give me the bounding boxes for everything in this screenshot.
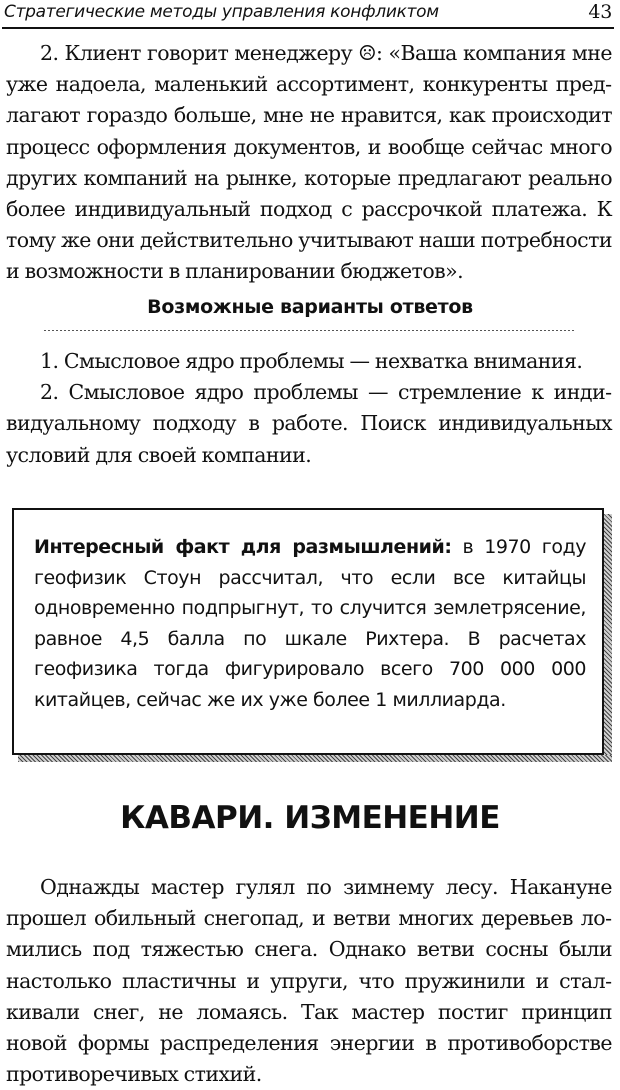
fact-box-shadow-right bbox=[604, 514, 612, 761]
answer-item: 2. Смысловое ядро проблемы — стремление к индивидуальному подходу в работе. Поиск индивидуальных условий для своей компании. bbox=[6, 380, 612, 467]
fact-box-shadow-bottom bbox=[18, 755, 612, 762]
fact-box-text bbox=[34, 532, 586, 716]
page-number: 43 bbox=[588, 1, 612, 23]
intro-paragraph: 2. Клиент говорит менеджеру ☹: «Ваша компания мне уже надоела, маленький ассортимент, конкуренты предлагают гораздо больше, мне не нравится, как происходит процесс оформления документов, и вообще сейчас много других компаний на рынке, которые предлагают реально более индивидуальный подход с рассрочкой платежа. К тому же они действительно учитывают наши потребности и возможности в планировании бюджетов». bbox=[6, 41, 612, 284]
running-head bbox=[2, 0, 614, 24]
answers-heading-rule bbox=[44, 330, 576, 331]
section-title: КАВАРИ. ИЗМЕНЕНИЕ bbox=[120, 800, 500, 836]
intro-block bbox=[6, 38, 612, 288]
fact-box-lead: Интересный факт для размышлений: bbox=[34, 536, 452, 558]
running-title: Стратегические методы управления конфликтом bbox=[4, 2, 439, 22]
answers-list bbox=[6, 346, 612, 471]
fact-box-body: в 1970 году геофизик Стоун рассчитал, что если все китайцы одновременно подпрыгнут, то случится землетрясение, равное 4,5 балла по шкале Рихтера. В расчетах геофизика тогда фигурировало всего 700 000 000 китайцев, сейчас же их уже более 1 миллиарда. bbox=[34, 536, 586, 711]
fact-box bbox=[12, 508, 604, 755]
answers-heading: Возможные варианты ответов bbox=[147, 296, 473, 318]
answer-item: 1. Смысловое ядро проблемы — нехватка внимания. bbox=[40, 349, 583, 373]
section-paragraph: Однажды мастер гулял по зимнему лесу. Накануне прошел обильный снегопад, и ветви многих деревьев ломились под тяжестью снега. Однако ветви сосны были настолько пластичны и упруги, что пружинили и сталкивали снег, не ломаясь. Так мастер постиг принцип новой формы распределения энергии в противоборстве противоречивых стихий. bbox=[6, 875, 612, 1087]
header-rule bbox=[2, 27, 614, 29]
section-block bbox=[6, 872, 612, 1090]
